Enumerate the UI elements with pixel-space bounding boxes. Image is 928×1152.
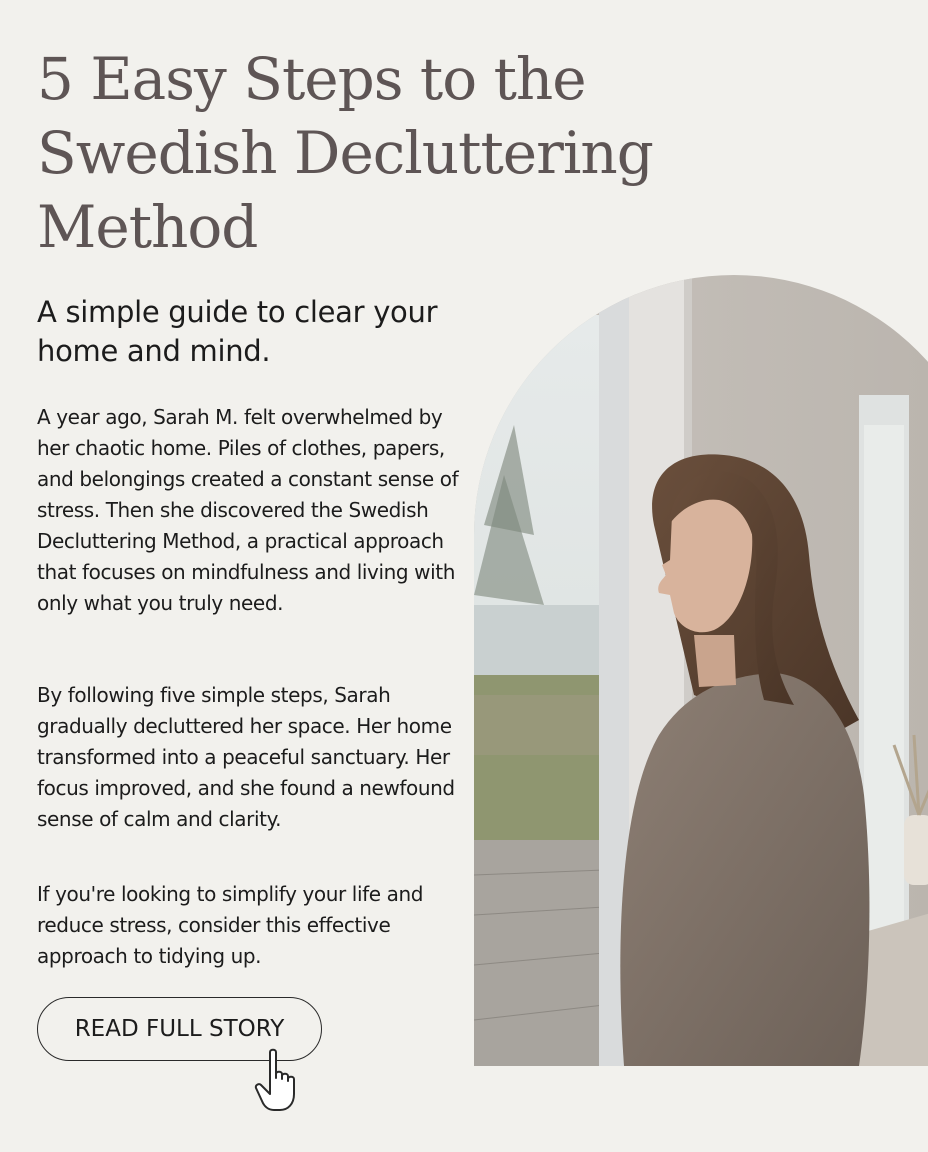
- story-paragraph-1: A year ago, Sarah M. felt overwhelmed by her chaotic home. Piles of clothes, papers, and belongings created a constant sense of stress. Then she discovered the Swedish Decluttering Method, a practical approach that focuses on mindfulness and living with only what you truly need.: [37, 405, 459, 615]
- woman-at-window-photo: [474, 275, 928, 1066]
- pointing-hand-icon: [254, 1048, 312, 1114]
- subtitle: A simple guide to clear your home and mind.: [37, 295, 438, 368]
- read-full-story-button[interactable]: READ FULL STORY: [37, 997, 322, 1061]
- headline: 5 Easy Steps to the Swedish Decluttering Method: [37, 45, 653, 261]
- story-paragraph-3: If you're looking to simplify your life and reduce stress, consider this effective approach to tidying up.: [37, 882, 424, 968]
- story-paragraph-2: By following five simple steps, Sarah gradually decluttered her space. Her home transformed into a peaceful sanctuary. Her focus improved, and she found a newfound sense of calm and clarity.: [37, 683, 455, 831]
